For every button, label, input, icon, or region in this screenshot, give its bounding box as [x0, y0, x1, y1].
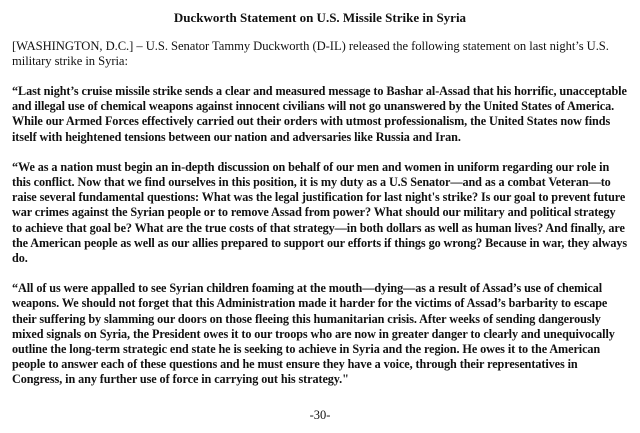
intro-paragraph: [WASHINGTON, D.C.] – U.S. Senator Tammy Duckworth (D-IL) released the following statement on last night’s U.S. military strike in Syria:: [12, 39, 609, 68]
statement-paragraph-2: “We as a nation must begin an in-depth discussion on behalf of our men and women in uniform regarding our role in this conflict. Now that we find ourselves in this position, it is my duty as a U.S Senator—and as a combat Veteran—to raise several fundamental questions: What was the legal justification for last night's strike? Is our goal to prevent future war crimes against the Syrian people or to remove Assad from power? What should our military and political strategy to achieve that goal be? What are the true costs of that strategy—in both dollars as well as human lives? And finally, are the American people as well as our allies prepared to support our efforts if things go wrong? Because in war, they always do.: [12, 159, 628, 266]
document-title: Duckworth Statement on U.S. Missile Strike in Syria: [173, 10, 467, 25]
statement-paragraph-1: “Last night’s cruise missile strike sends a clear and measured message to Bashar al-Assad that his horrific, unacceptable and illegal use of chemical weapons against innocent civilians will not go unanswered by the United States of America. While our Armed Forces effectively carried out their orders with utmost professionalism, the United States now finds itself with heightened tensions between our nation and adversaries like Russia and Iran.: [12, 84, 627, 144]
end-marker: -30-: [309, 408, 331, 422]
statement-paragraph-3: “All of us were appalled to see Syrian children foaming at the mouth—dying—as a result of Assad’s use of chemical weapons. We should not forget that this Administration made it harder for the victims of Assad’s barbarity to escape their suffering by slamming our doors on those fleeing this humanitarian crisis. After weeks of sending dangerously mixed signals on Syria, the President owes it to our troops who are now in greater danger to clearly and unequivocally outline the long-term strategic end state he is seeking to achieve in Syria and the region. He owes it to the American people to answer each of these questions and he must ensure they have a voice, through their representatives in Congress, in any further use of force in carrying out his strategy.": [12, 281, 615, 387]
